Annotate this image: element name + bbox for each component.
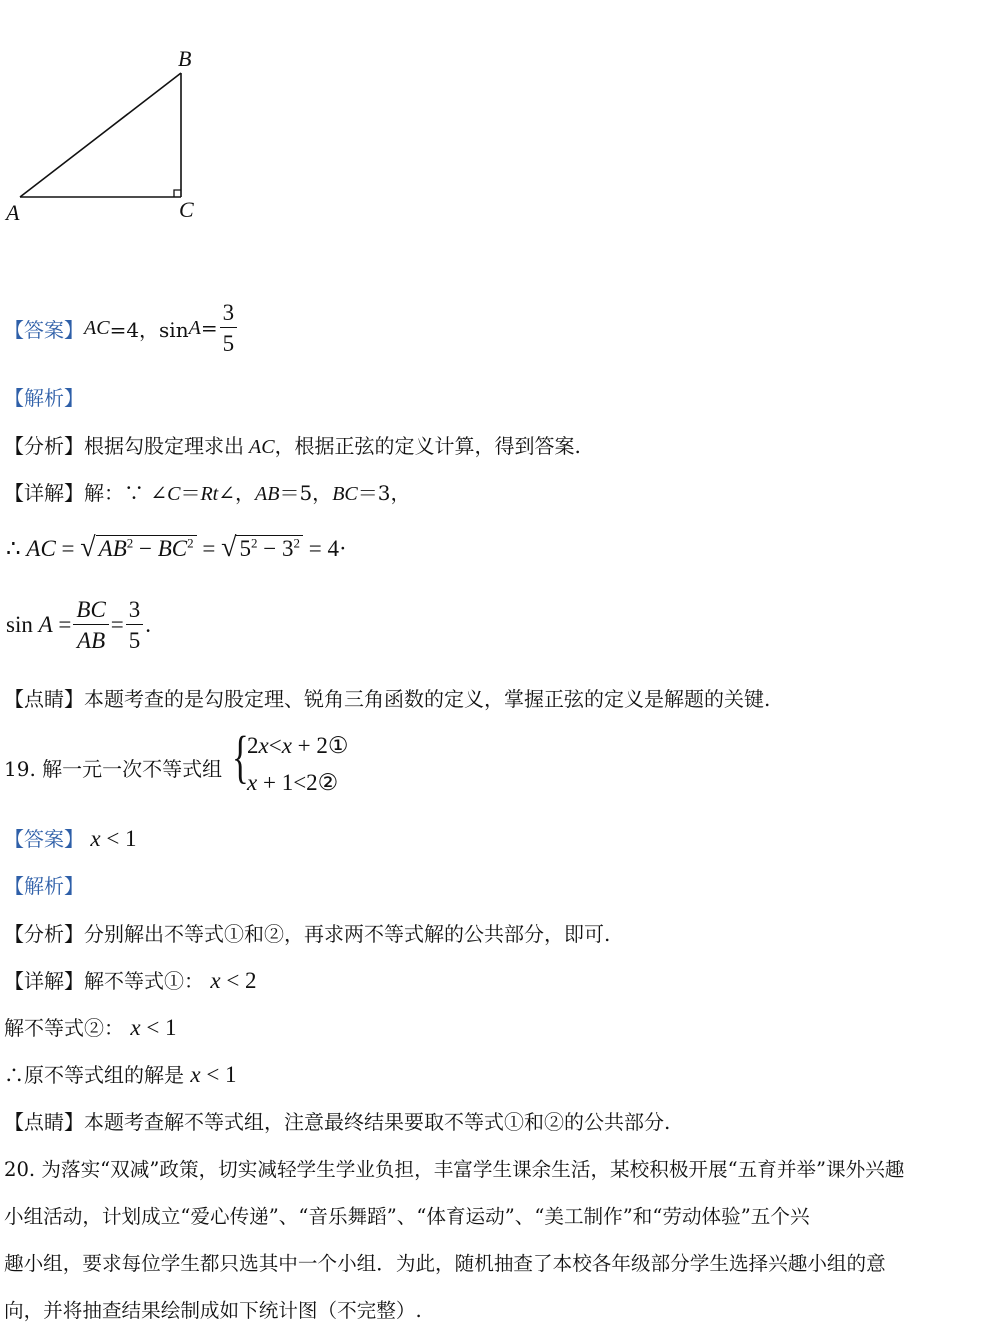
answer-eq: =4，sin — [109, 317, 189, 342]
xj-ab: AB — [255, 483, 280, 505]
rad-bc: BC — [157, 536, 188, 561]
xiangjie-tag: 【详解】 — [4, 481, 84, 505]
vertex-label-a: A — [6, 200, 20, 225]
answer-tag: 【答案】 — [4, 317, 84, 342]
minus-1: − — [133, 536, 158, 561]
q20-line-2: 小组活动，计划成立“爱心传递”、“音乐舞蹈”、“体育运动”、“美工制作”和“劳动体验”五个兴 — [4, 1205, 810, 1228]
xj-c: C — [167, 483, 181, 505]
ineq1-x2: x — [281, 733, 292, 758]
q19-xj1-x: x — [210, 968, 221, 993]
xj-rt: Rt — [200, 483, 219, 505]
frac-den-5: 5 — [128, 628, 141, 653]
q18-formula-1 — [6, 532, 347, 564]
minus-3: − 3 — [257, 536, 294, 561]
frac-num-bc: BC — [73, 598, 108, 625]
exp-2b: 2 — [293, 535, 300, 551]
q19-xj1-rest: < 2 — [220, 968, 257, 993]
q18-xiangjie — [4, 477, 410, 506]
sin-dot: . — [145, 612, 152, 637]
q20-line-4: 向，并将抽查结果绘制成如下统计图（不完整）. — [4, 1299, 422, 1322]
q18-answer-line — [4, 298, 239, 358]
vertex-label-b: B — [178, 46, 192, 71]
q19-dianjing — [4, 1106, 670, 1135]
system-brace: { — [232, 724, 249, 789]
q19-prompt: 19. 解一元一次不等式组 — [4, 757, 223, 781]
therefore-symbol: ∴ — [6, 536, 21, 561]
xj-angle: ∠， — [218, 481, 256, 505]
q18-analysis-tag: 【解析】 — [4, 386, 84, 410]
q19-step2-x: x — [130, 1015, 141, 1040]
dianjing-text: 本题考查的是勾股定理、锐角三角函数的定义，掌握正弦的定义是解题的关键. — [84, 687, 771, 711]
sqrt-1: √ $AB^2 - BC^2$ — [80, 532, 196, 564]
formula-result: = 4· — [308, 536, 347, 561]
ineq2-tail: + 1<2② — [257, 770, 339, 795]
ineq1-lt: < — [268, 733, 282, 758]
sqrt-2: √ $5^2 - 3^2$ — [221, 532, 303, 564]
q19-step2-rest: < 1 — [140, 1015, 177, 1040]
q19-xiangjie-text: 解不等式①： — [84, 969, 204, 993]
right-angle-mark — [174, 190, 181, 197]
answer-a: A — [188, 316, 201, 339]
q18-formula-2 — [6, 592, 151, 658]
answer-ac: AC — [84, 316, 110, 339]
vertex-label-c: C — [179, 197, 194, 222]
xj-eq2: ＝5， — [279, 481, 333, 505]
q19-step2 — [4, 1012, 177, 1041]
q19-dianjing-tag: 【点睛】 — [4, 1110, 84, 1134]
q19-answer-rest: < 1 — [100, 826, 137, 851]
q19-step2-text: 解不等式②： — [4, 1016, 124, 1040]
sin-a: A — [38, 612, 53, 637]
dianjing-tag: 【点睛】 — [4, 687, 84, 711]
inequality-2 — [247, 770, 338, 796]
xj-eq1: ＝ — [180, 481, 201, 505]
q18-fenxi — [4, 430, 581, 459]
q19-dianjing-text: 本题考查解不等式组，注意最终结果要取不等式①和②的公共部分. — [84, 1110, 671, 1134]
frac-den-ab: AB — [77, 628, 106, 653]
xiangjie-text: 解：∵ ∠ — [84, 481, 168, 505]
q19-xiangjie — [4, 965, 257, 994]
exp-2a: 2 — [250, 535, 258, 551]
inequality-1 — [247, 733, 349, 759]
q19-step3-text: ∴原不等式组的解是 — [4, 1063, 184, 1087]
fenxi-tag: 【分析】 — [4, 434, 84, 458]
formula-ac: AC — [26, 536, 56, 561]
xj-eq3: ＝3， — [357, 481, 411, 505]
ineq1-x: x — [258, 733, 269, 758]
sin-eq2: = — [110, 612, 124, 637]
q19-answer-tag: 【答案】 — [4, 827, 84, 851]
q18-dianjing — [4, 683, 770, 712]
q19-xiangjie-tag: 【详解】 — [4, 969, 84, 993]
ineq2-x: x — [247, 770, 258, 795]
sin-eq: = — [58, 612, 72, 637]
formula-eq: = — [61, 536, 75, 561]
q20-line-1: 20. 为落实“双减”政策，切实减轻学生学业负担，丰富学生课余生活，某校积极开展“五育并举”课外兴趣 — [4, 1158, 905, 1181]
q19-step3-x: x — [190, 1062, 201, 1087]
side-ab — [20, 73, 181, 197]
fenxi-text-1: 根据勾股定理求出 — [84, 434, 244, 458]
q19-answer-x: x — [90, 826, 101, 851]
q19-analysis-tag: 【解析】 — [4, 874, 84, 898]
rad-5: 5 — [239, 536, 251, 561]
xj-bc: BC — [332, 483, 358, 505]
fraction-3-5 — [126, 598, 144, 652]
q19-step3 — [4, 1059, 237, 1088]
formula-eq2: = — [202, 536, 216, 561]
frac-num-3: 3 — [126, 598, 144, 625]
fenxi-ac: AC — [244, 436, 275, 458]
fraction-bc-ab — [73, 598, 108, 652]
answer-fraction — [220, 301, 238, 355]
q19-fenxi-tag: 【分析】 — [4, 922, 84, 946]
q19-answer — [4, 823, 137, 852]
triangle-figure — [0, 40, 240, 240]
sin-text: sin — [6, 612, 33, 637]
answer-denominator: 5 — [222, 331, 235, 356]
exp-1b: 2 — [187, 535, 194, 551]
answer-numerator: 3 — [220, 301, 238, 328]
fenxi-text-2: ，根据正弦的定义计算，得到答案. — [274, 434, 581, 458]
q19-step3-rest: < 1 — [200, 1062, 237, 1087]
answer-eq2: = — [200, 316, 218, 340]
exp-1: 2 — [126, 535, 134, 551]
q19-fenxi-text: 分别解出不等式①和②，再求两不等式解的公共部分，即可. — [84, 922, 611, 946]
ineq1-tail: + 2① — [291, 733, 349, 758]
ineq1-coef: 2 — [247, 733, 259, 758]
q19-fenxi — [4, 918, 610, 947]
q20-line-3: 趣小组，要求每位学生都只选其中一个小组．为此，随机抽查了本校各年级部分学生选择兴趣小组的意 — [4, 1252, 886, 1275]
rad-ab: AB — [98, 536, 127, 561]
